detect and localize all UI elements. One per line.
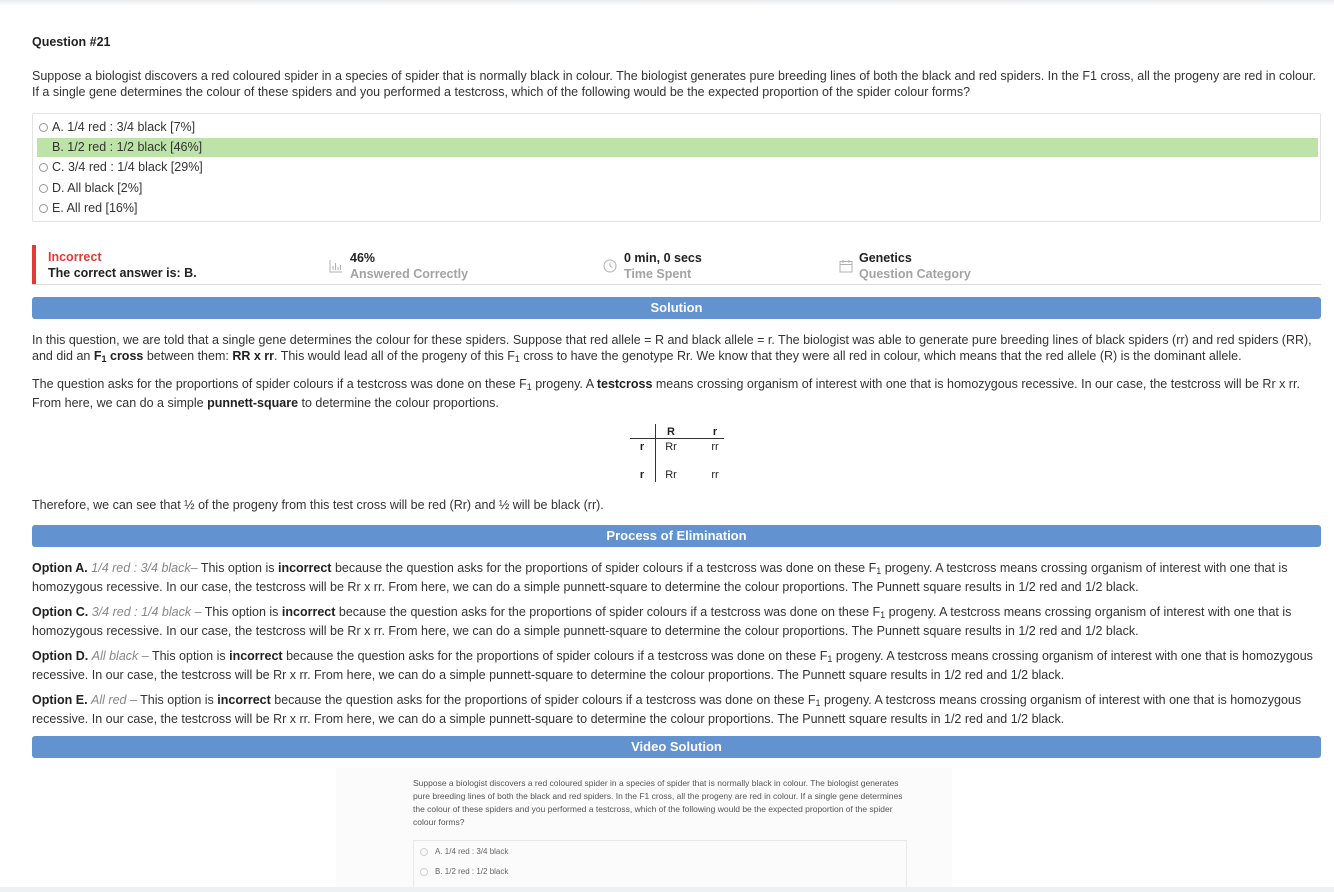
stat-label: Question Category: [859, 267, 971, 281]
option-ref: Option E.: [32, 693, 88, 707]
solution-paragraph-1: [32, 332, 1321, 367]
stat-label: Answered Correctly: [350, 267, 469, 281]
stat-question-category: [859, 250, 971, 282]
bold-span: incorrect: [229, 649, 283, 663]
elimination-option-d: [32, 648, 1321, 683]
option-label: D. All black [2%]: [52, 181, 143, 195]
text-span: progeny. A: [531, 377, 597, 391]
video-solution-heading: Video Solution: [32, 736, 1321, 758]
stat-answered-correctly: [350, 250, 468, 282]
option-c[interactable]: [37, 158, 1318, 177]
text-span: because the question asks for the proportions of spider colours if a testcross was done on these F: [335, 605, 881, 619]
option-ref: Option C.: [32, 605, 89, 619]
radio-icon[interactable]: [39, 123, 48, 132]
option-d[interactable]: [37, 179, 1318, 198]
option-ref: Option D.: [32, 649, 89, 663]
solution-paragraph-2: [32, 376, 1321, 411]
subscript: 1: [514, 354, 520, 364]
video-option-a: [420, 847, 508, 857]
correct-answer: The correct answer is: B.: [48, 266, 197, 280]
text-span: cross: [106, 349, 144, 363]
text-span: because the question asks for the proportions of spider colours if a testcross was done on these F: [282, 649, 828, 663]
text-span: In this question, we are told that a single gene determines the colour for these spiders. Suppose that red allele = R and black allele = r. The biologist was able to generate pure breeding lines of black spiders (rr) and red spiders (RR), and did an: [32, 333, 1312, 363]
text-span: because the question asks for the proportions of spider colours if a testcross was done on these F: [331, 561, 877, 575]
punnett-cell: Rr: [665, 469, 677, 481]
option-name: All black –: [91, 649, 149, 663]
result-status: Incorrect: [48, 250, 102, 264]
calendar-icon: [839, 259, 853, 273]
option-ref: Option A.: [32, 561, 88, 575]
text-span: progeny. A testcross means crossing organism of interest with one that is homozygous recessive. In our case, the testcross will be Rr x rr. From here, we can do a simple punnett-square to determine the colour proportions. The Punnett square results in 1/2 red and 1/2 black.: [32, 605, 1292, 638]
text-span: means crossing organism of interest with one that is homozygous recessive. In our case, the testcross will be Rr x rr. From here, we can do a simple: [32, 377, 1300, 410]
result-status-bar: [32, 245, 1321, 285]
video-option-label: A. 1/4 red : 3/4 black: [435, 847, 509, 856]
punnett-horizontal-line: [630, 438, 724, 439]
punnett-row-header: r: [639, 469, 645, 481]
punnett-cell: rr: [711, 441, 719, 453]
elimination-option-e: [32, 692, 1321, 727]
radio-icon[interactable]: [39, 163, 48, 172]
option-label: E. All red [16%]: [52, 201, 138, 215]
video-question-text: Suppose a biologist discovers a red coloured spider in a species of spider that is normally black in colour. The biologist generates pure breeding lines of both the black and red spiders. In the F1 cross, all the progeny are red in colour. If a single gene determines the colour of these spiders and you performed a testcross, which of the following would be the expected proportion of the spider colour forms?: [413, 778, 903, 827]
clock-icon: [603, 259, 617, 273]
bold-span: testcross: [596, 377, 653, 391]
text-span: This option is: [197, 561, 278, 575]
bold-span: incorrect: [217, 693, 271, 707]
text-span: progeny. A testcross means crossing organism of interest with one that is homozygous recessive. In our case, the testcross will be Rr x rr. From here, we can do a simple punnett-square to determine the colour proportions. The Punnett square results in 1/2 red and 1/2 black.: [32, 693, 1302, 726]
radio-icon[interactable]: [39, 184, 48, 193]
bold-span: incorrect: [281, 605, 336, 619]
video-options: [413, 840, 907, 892]
text-span: to determine the colour proportions.: [298, 396, 499, 410]
stat-value: 46%: [350, 251, 376, 265]
top-shadow: [0, 0, 1334, 6]
option-e[interactable]: [37, 199, 1318, 218]
text-span: This option is: [148, 649, 230, 663]
video-option-b: [420, 867, 508, 877]
subscript: 1: [815, 698, 821, 708]
radio-icon: [420, 848, 428, 856]
punnett-cell: rr: [711, 469, 719, 481]
stat-value: 0 min, 0 secs: [624, 251, 702, 265]
bold-span: punnett-square: [207, 396, 299, 410]
elimination-option-c: [32, 604, 1321, 639]
bold-span: [94, 349, 144, 363]
radio-icon[interactable]: [39, 204, 48, 213]
text-span: cross to have the genotype Rr. We know that they were all red in colour, which means that the red allele (R) is the dominant allele.: [519, 349, 1242, 363]
question-number: Question #21: [32, 35, 111, 49]
option-name: 1/4 red : 3/4 black–: [91, 561, 198, 575]
subscript: 1: [876, 566, 882, 576]
text-span: This option is: [201, 605, 282, 619]
text-span: This option is: [136, 693, 218, 707]
video-option-label: B. 1/2 red : 1/2 black: [435, 867, 509, 876]
punnett-col-header: R: [667, 426, 675, 438]
stat-value: Genetics: [859, 251, 912, 265]
video-player[interactable]: [336, 768, 952, 892]
punnett-square: [630, 424, 730, 484]
option-label: C. 3/4 red : 1/4 black [29%]: [52, 160, 203, 174]
answer-options: [32, 113, 1321, 222]
incorrect-indicator: [32, 245, 36, 284]
option-label: B. 1/2 red : 1/2 black [46%]: [52, 140, 203, 154]
text-span: progeny. A testcross means crossing organism of interest with one that is homozygous recessive. In our case, the testcross will be Rr x rr. From here, we can do a simple punnett-square to determine the colour proportions. The Punnett square results in 1/2 red and 1/2 black.: [32, 561, 1288, 594]
subscript: 1: [101, 354, 107, 364]
radio-icon: [420, 868, 428, 876]
text-span: The question asks for the proportions of spider colours if a testcross was done on these F: [32, 377, 527, 391]
option-name: All red –: [91, 693, 137, 707]
text-span: because the question asks for the proportions of spider colours if a testcross was done on these F: [270, 693, 816, 707]
elimination-option-a: [32, 560, 1321, 595]
subscript: 1: [526, 382, 532, 392]
subscript: 1: [827, 654, 833, 664]
text-span: . This would lead all of the progeny of this F: [274, 349, 515, 363]
option-a[interactable]: [37, 118, 1318, 137]
bold-span: incorrect: [277, 561, 332, 575]
text-span: between them:: [143, 349, 233, 363]
option-name: 3/4 red : 1/4 black –: [91, 605, 202, 619]
stat-label: Time Spent: [624, 267, 692, 281]
solution-conclusion: Therefore, we can see that ½ of the progeny from this test cross will be red (Rr) and ½ will be black (rr).: [32, 498, 604, 512]
bold-span: RR x rr: [232, 349, 274, 363]
bottom-edge: [0, 887, 1334, 892]
punnett-cell: Rr: [665, 441, 677, 453]
text-span: progeny. A testcross means crossing organism of interest with one that is homozygous recessive. In our case, the testcross will be Rr x rr. From here, we can do a simple punnett-square to determine the colour proportions. The Punnett square results in 1/2 red and 1/2 black.: [32, 649, 1313, 682]
stat-time-spent: [624, 250, 702, 282]
subscript: 1: [880, 610, 886, 620]
punnett-col-header: r: [712, 426, 718, 438]
elimination-heading: Process of Elimination: [32, 525, 1321, 547]
question-text: Suppose a biologist discovers a red coloured spider in a species of spider that is normally black in colour. The biologist generates pure breeding lines of both the black and red spiders. In the F1 cross, all the progeny are red in colour. If a single gene determines the colour of these spiders and you performed a testcross, which of the following would be the expected proportion of the spider colour forms?: [32, 69, 1316, 99]
option-b[interactable]: [37, 138, 1318, 157]
option-label: A. 1/4 red : 3/4 black [7%]: [52, 120, 196, 134]
solution-heading: Solution: [32, 297, 1321, 319]
punnett-row-header: r: [639, 441, 645, 453]
bar-chart-icon: [329, 259, 343, 273]
text-span: F: [93, 349, 102, 363]
